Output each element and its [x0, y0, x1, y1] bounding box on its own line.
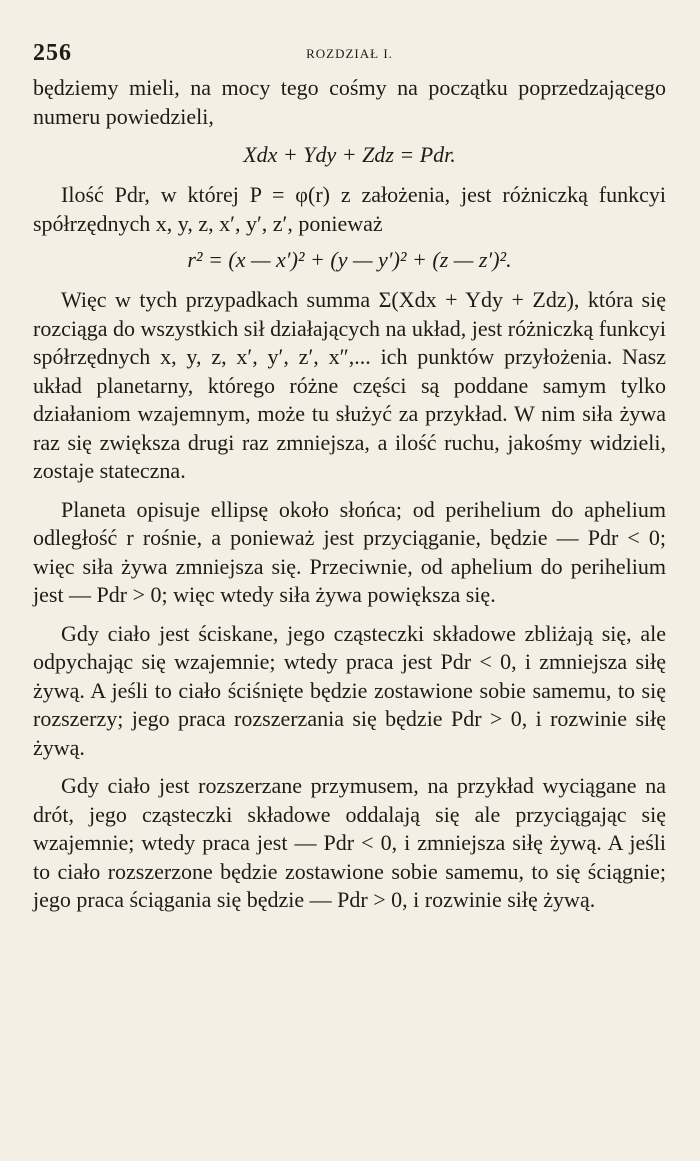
page-body [33, 74, 666, 915]
running-head: ROZDZIAŁ I. [306, 46, 393, 61]
paragraph-3: Więc w tych przypadkach summa Σ(Xdx + Ydy + Zdz), która się rozciąga do wszystkich sił działających na układ, jest różniczką funkcyi spółrzędnych x, y, z, x′, y′, z′, x″,... ich punktów przyłożenia. Nasz układ planetarny, którego różne części są poddane samym tylko działaniom wzajemnym, może tu służyć za przykład. W nim siła żywa raz się zwiększa drugi raz zmniejsza, a ilość ruchu, jakośmy widzieli, zostaje stateczna. [33, 287, 666, 483]
paragraph-1: będziemy mieli, na mocy tego cośmy na początku poprzedzającego numeru powiedzieli, [33, 75, 666, 129]
paragraph-5: Gdy ciało jest ściskane, jego cząsteczki składowe zbliżają się, ale odpychając się wzajemnie; wtedy praca jest Pdr < 0, i zmniejsza siłę żywą. A jeśli to ciało ściśnięte będzie zostawione sobie samemu, to się rozszerzy; jego praca rozszerzania się będzie Pdr > 0, i rozwinie siłę żywą. [33, 620, 666, 760]
page-number: 256 [33, 40, 72, 66]
equation-2: r² = (x — x′)² + (y — y′)² + (z — z′)². [187, 247, 512, 272]
paragraph-6: Gdy ciało jest rozszerzane przymusem, na przykład wyciągane na drót, jego cząsteczki składowe oddalają się ale przyciągając się wzajemnie; wtedy praca jest — Pdr < 0, i zmniejsza siłę żywą. A jeśli to ciało rozszerzone będzie zostawione sobie samemu, to się ściągnie; jego praca ściągania się będzie — Pdr > 0, i rozwinie siłę żywą. [33, 773, 666, 912]
paragraph-4: Planeta opisuje ellipsę około słońca; od perihelium do aphelium odległość r rośnie, a ponieważ jest przyciąganie, będzie — Pdr < 0; więc siła żywa zmniejsza się. Przeciwnie, od aphelium do perihelium jest — Pdr > 0; więc wtedy siła żywa powiększa się. [33, 496, 666, 607]
equation-1: Xdx + Ydy + Zdz = Pdr. [243, 142, 456, 167]
page-header [33, 40, 666, 66]
paragraph-2: Ilość Pdr, w której P = φ(r) z założenia, jest różniczką funkcyi spółrzędnych x, y, z, x′, y′, z′, ponieważ [33, 182, 666, 236]
